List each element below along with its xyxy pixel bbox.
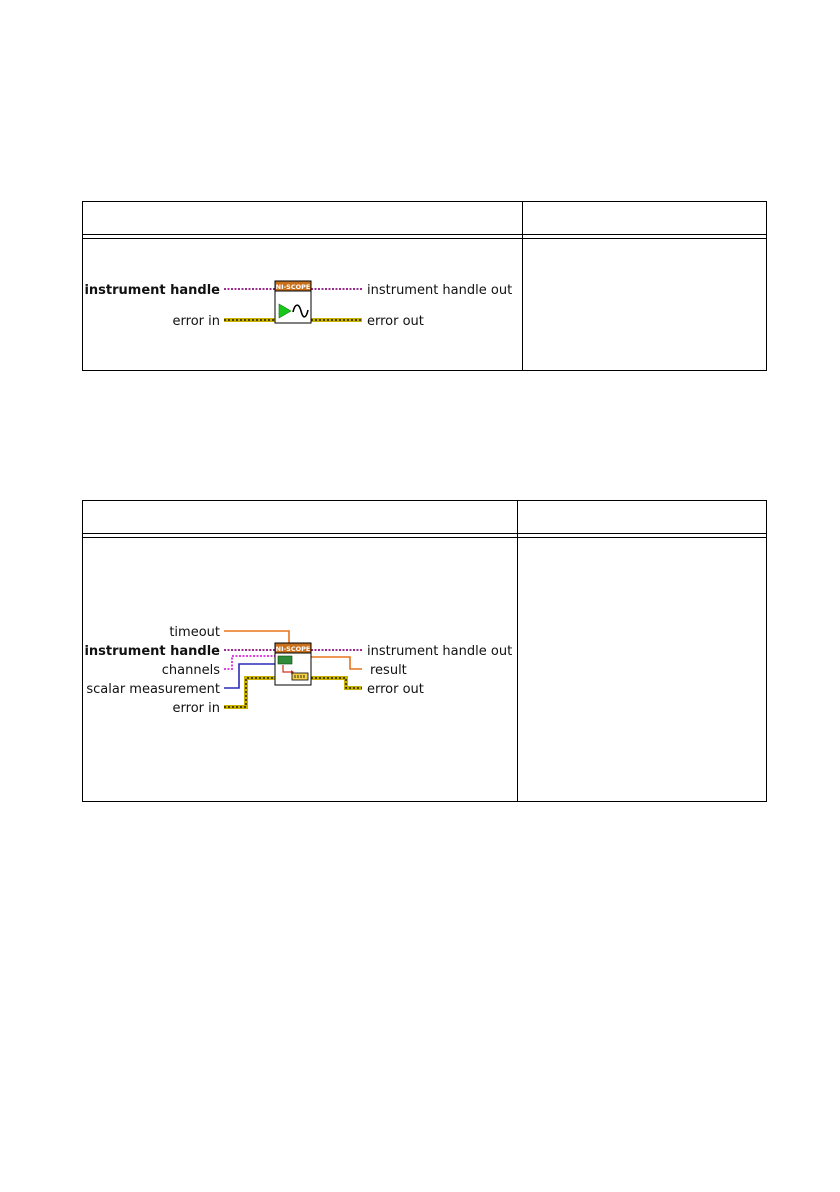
input-instrument-handle: instrument handle <box>84 644 220 659</box>
waveform-box-icon <box>278 656 292 664</box>
output-error-out: error out <box>367 682 424 697</box>
output-result: result <box>370 663 407 678</box>
output-instrument-handle-out: instrument handle out <box>367 644 513 659</box>
result-wire <box>311 657 362 669</box>
vi-badge: NI-SCOPE <box>275 645 311 653</box>
input-error-in: error in <box>172 314 220 329</box>
vi-icon-fetch-measurement[interactable] <box>275 643 311 685</box>
input-error-in: error in <box>172 701 220 716</box>
error-in-wire <box>224 678 275 707</box>
input-instrument-handle: instrument handle <box>84 283 220 298</box>
error-in-wire-core <box>224 678 275 707</box>
output-error-out: error out <box>367 314 424 329</box>
timeout-wire <box>224 631 289 643</box>
input-scalar-measurement: scalar measurement <box>86 682 220 697</box>
output-instrument-handle-out: instrument handle out <box>367 283 513 298</box>
numeric-indicator-icon <box>292 673 308 680</box>
channels-wire <box>224 656 275 669</box>
vi-badge: NI-SCOPE <box>275 283 311 291</box>
error-out-wire <box>311 678 362 688</box>
input-channels: channels <box>161 663 220 678</box>
input-timeout: timeout <box>169 625 220 640</box>
